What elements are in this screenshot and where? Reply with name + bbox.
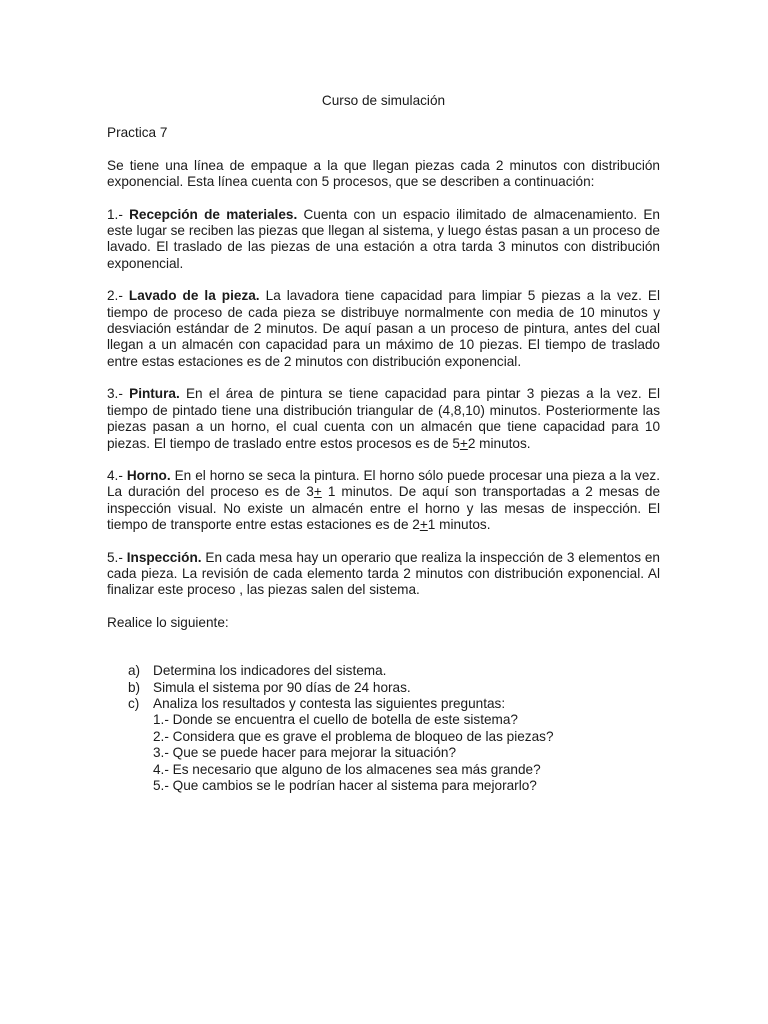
task-text: Simula el sistema por 90 días de 24 horas. [153,679,411,695]
process-3-text-b: 2 minutos. [467,435,531,451]
task-list [107,663,660,794]
process-4-heading: Horno. [126,467,171,483]
plus-minus-sign: + [459,435,468,451]
process-4-paragraph [107,468,660,534]
process-4-number: 4.- [107,467,127,483]
question-item: 4.- Es necesario que alguno de los almacenes sea más grande? [153,761,541,777]
process-4-text-b: 1 minutos. De aquí son transportadas a 2 mesas de inspección visual. No existe un almacén entre el horno y las mesas de inspección. El tiempo de transporte entre estas estaciones es de 2 [107,484,661,533]
question-item: 5.- Que cambios se le podrían hacer al sistema para mejorarlo? [153,778,537,793]
process-1-heading: Recepción de materiales. [129,206,298,222]
process-5-heading: Inspección. [126,549,202,565]
question-item: 3.- Que se puede hacer para mejorar la situación? [153,745,457,761]
process-4-text-a: En el horno se seca la pintura. El horno sólo puede procesar una pieza a la vez. La duración del proceso es de 3 [107,467,660,500]
question-list [153,712,660,794]
instructions-heading: Realice lo siguiente: [107,614,229,630]
task-item [107,663,660,679]
task-item [107,696,660,794]
process-1-text: Cuenta con un espacio ilimitado de almacenamiento. En este lugar se reciben las piezas que llegan al sistema, y luego éstas pasan a un proceso de lavado. El traslado de las piezas de una estación a otra tarda 3 minutos con distribución exponencial. [107,206,660,271]
intro-paragraph: Se tiene una línea de empaque a la que llegan piezas cada 2 minutos con distribución exponencial. Esta línea cuenta con 5 procesos, que se describen a continuación: [107,157,660,190]
process-3-paragraph [107,386,660,452]
task-marker: b) [128,679,141,695]
task-marker: a) [128,663,141,679]
process-1-number: 1.- [107,206,130,222]
document-page [107,93,660,794]
process-5-paragraph [107,550,660,599]
process-3-heading: Pintura. [129,386,180,402]
process-2-paragraph [107,288,660,370]
process-2-heading: Lavado de la pieza. [128,288,260,304]
question-item: 2.- Considera que es grave el problema de bloqueo de las piezas? [153,728,554,744]
practice-number: Practica 7 [107,125,168,141]
process-2-number: 2.- [107,288,129,304]
process-2-text: La lavadora tiene capacidad para limpiar 5 piezas a la vez. El tiempo de proceso de cada pieza se distribuye normalmente con media de 10 minutos y desviación estándar de 2 minutos. De aquí pasan a un proceso de pintura, antes del cual llegan a un almacén con capacidad para un máximo de 10 piezas. El tiempo de traslado entre estas estaciones es de 2 minutos con distribución exponencial. [107,288,661,369]
task-text: Analiza los resultados y contesta las siguientes preguntas: [153,695,506,711]
task-text: Determina los indicadores del sistema. [153,663,387,679]
process-5-text: En cada mesa hay un operario que realiza la inspección de 3 elementos en cada pieza. La revisión de cada elemento tarda 2 minutos con distribución exponencial. Al finalizar este proceso , las piezas salen del sistema. [107,549,660,598]
process-3-text-a: En el área de pintura se tiene capacidad para pintar 3 piezas a la vez. El tiempo de pintado tiene una distribución triangular de (4,8,10) minutos. Posteriormente las piezas pasan a un horno, el cual cuenta con un almacén que tiene capacidad para 10 piezas. El tiempo de traslado entre estos procesos es de 5 [107,386,661,451]
document-title: Curso de simulación [321,93,446,108]
task-marker: c) [128,695,140,711]
process-4-text-c: 1 minutos. [427,517,491,533]
plus-minus-sign: + [313,484,322,500]
task-item [107,680,660,696]
question-item: 1.- Donde se encuentra el cuello de botella de este sistema? [153,712,518,728]
plus-minus-sign: + [419,517,428,533]
process-5-number: 5.- [107,549,127,565]
process-3-number: 3.- [107,386,130,402]
process-1-paragraph [107,207,660,273]
